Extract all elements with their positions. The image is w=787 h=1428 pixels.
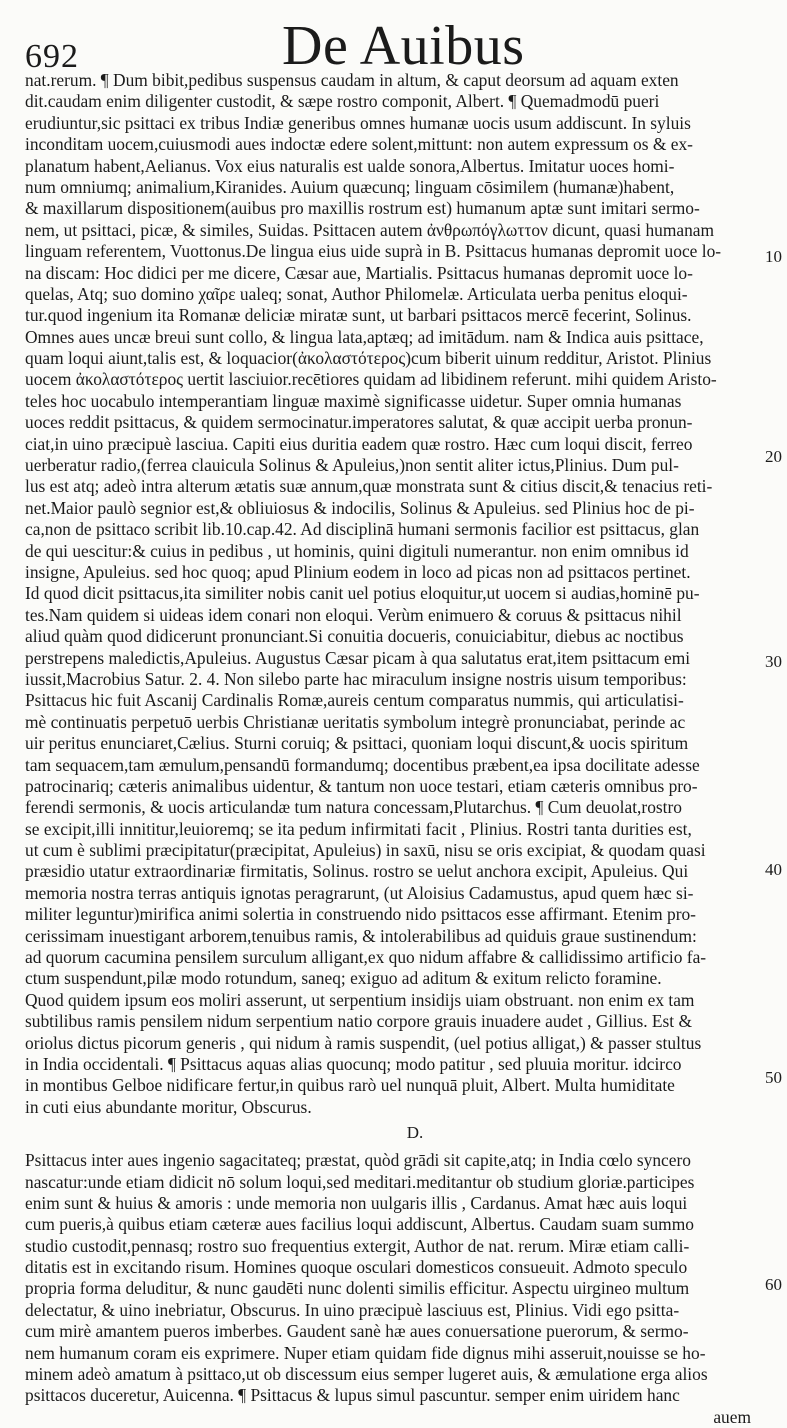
text-line: uir peritus enunciaret,Cælius. Sturni coruiq; & psittaci, quoniam loqui discunt,& uocis spiritum (25, 733, 689, 754)
page-number: 692 (25, 38, 79, 75)
text-line: auem (713, 1406, 751, 1427)
text-line: delectatur, & uino inebriatur, Obscurus. In uino præcipuè lasciuus est, Plinius. Vidi ego psitta- (25, 1299, 680, 1320)
section-letter: D. (406, 1123, 424, 1143)
text-line: uoces reddit psittacus, & quidem sermocinatur.imperatores salutat, & quæ accipit uerba pronun- (25, 412, 693, 433)
text-line: militer leguntur)mirifica animi solertia in construendo nido psittacos esse affirmant. Etenim pro- (25, 904, 696, 925)
text-line: oriolus dictus picorum generis , qui nidum à ramis suspendit, (uel potius alligat,) & passer stultus (25, 1032, 702, 1053)
text-line: propria forma deluditur, & nunc gaudēti nunc dolenti similis efficitur. Aspectu uirgineo multum (25, 1278, 690, 1299)
text-line: quam loqui aiunt,talis est, & loquacior(ἀκολαστότερος)cum biberit uinum redditur, Aristot. Plinius (25, 348, 712, 369)
text-line: ca,non de psittaco scribit lib.10.cap.42. Ad disciplinā humani sermonis facilior est psittacus, glan (25, 519, 700, 540)
text-line: linguam referentem, Vuottonus.De lingua eius uide suprà in B. Psittacus humanas depromit uoce lo- (25, 241, 722, 262)
text-line: uocem ἀκολαστότερος uertit lasciuior.recētiores quidam ad libidinem referunt. mihi quidem Aristo- (25, 369, 717, 390)
text-line: nem, ut psittaci, picæ, & similes, Suidas. Psittacen autem ἀνθρωπόγλωττον dicunt, quasi humanam (25, 219, 715, 240)
text-line: num omniumq; animalium,Kiranides. Auium quæcunq; linguam cōsimilem (humanæ)habent, (25, 176, 675, 197)
text-line: studio custodit,pennasq; rostro suo frequentius extergit, Author de nat. rerum. Miræ etiam calli- (25, 1235, 690, 1256)
text-line: enim sunt & huius & amoris : unde memoria non uulgaris illis , Cardanus. Amat hæc auis loqui (25, 1192, 688, 1213)
text-line: patrocinariq; cæteris animalibus uidentur, & tantum non uoce testari, etiam cæteris omnibus pro- (25, 775, 698, 796)
text-line: ditatis est in excitando risum. Homines quoque osculari domesticos consueuit. Admoto speculo (25, 1257, 688, 1278)
text-line: quelas, Atq; suo domino χαῖρε ualeq; sonat, Author Philomelæ. Articulata uerba penitus eloqui- (25, 283, 688, 304)
text-line: mè continuatis perpetuō uerbis Christianæ ueritatis symbolum integrè pronunciabat, perinde ac (25, 711, 686, 732)
text-line: ctum suspendunt,pilæ modo rotundum, saneq; exiguo ad aditum & exitum relicto foramine. (25, 968, 662, 989)
text-line: tes.Nam quidem si uideas idem conari non eloqui. Verùm enimuero & coruus & psittacus nihil (25, 604, 682, 625)
paragraph-2 (25, 1150, 765, 1428)
body-text (25, 70, 765, 1428)
text-line: in India occidentali. ¶ Psittacus aquas alias quocunq; modo patitur , sed pluuia moritur. idcirco (25, 1053, 682, 1074)
text-line: na discam: Hoc didici per me dicere, Cæsar aue, Martialis. Psittacus humanas depromit uoce lo- (25, 262, 693, 283)
text-line: lus est atq; adeò intra alterum ætatis suæ annum,quæ monstrata sunt & citius discit,& tenacius reti- (25, 476, 713, 497)
text-line: tur.quod ingenium ita Romanæ deliciæ miratæ sunt, ut barbari psittacos mercē fecerint, Solinus. (25, 305, 692, 326)
text-line: Omnes aues uncæ breui sunt collo, & lingua lata,aptæq; ad imitādum. nam & Indica auis psittace, (25, 326, 704, 347)
text-line: dit.caudam enim diligenter custodit, & sæpe rostro componit, Albert. ¶ Quemadmodū pueri (25, 91, 660, 112)
line-number-marker: 40 (765, 860, 782, 879)
text-line: Psittacus hic fuit Ascanij Cardinalis Romæ,aureis centum comparatus nummis, qui articulatisi- (25, 690, 684, 711)
line-number-marker: 60 (765, 1275, 782, 1294)
text-line: minem adeò amatum à psittaco,ut ob discessum eius semper lugeret auis, & æmulatione erga alios (25, 1364, 708, 1385)
text-line: cum mirè amantem pueros imberbes. Gaudent sanè hæ aues conuersatione puerorum, & sermo- (25, 1321, 689, 1342)
text-line: ad quorum cacumina pensilem surculum alligant,ex quo nidum affabre & callidissimo artificio fa- (25, 947, 707, 968)
text-line: in cuti eius abundante moritur, Obscurus. (25, 1096, 312, 1117)
text-line: Id quod dicit psittacus,ita similiter nobis canit uel potius eloquitur,ut uocem si audias,hominē pu- (25, 583, 700, 604)
line-number-marker: 30 (765, 652, 782, 671)
text-line: planatum habent,Aelianus. Vox eius naturalis est ualde sonora,Albertus. Imitatur uoces homi- (25, 155, 675, 176)
paragraph-1 (25, 70, 765, 1118)
text-line: subtilibus ramis pensilem nidum serpentium natio corpore grauis inuadere audet , Gillius. Est & (25, 1011, 693, 1032)
line-number-marker: 20 (765, 447, 782, 466)
text-line: iussit,Macrobius Satur. 2. 4. Non silebo parte hac miraculum insigne nostris uisum temporibus: (25, 668, 687, 689)
running-title: De Auibus (282, 15, 525, 77)
text-line: nat.rerum. ¶ Dum bibit,pedibus suspensus caudam in altum, & caput deorsum ad aquam exten (25, 70, 679, 90)
line-number-marker: 50 (765, 1068, 782, 1087)
text-line: præsidio utatur extraordinariæ firmitatis, Solinus. rostro se uelut anchora excipit, Apuleius. Qui (25, 861, 689, 882)
text-line: insigne, Apuleius. sed hoc quoq; apud Plinium eodem in loco ad picas non ad psittacos pertinet. (25, 561, 691, 582)
text-line: ut cum è sublimi præcipitatur(præcipitat, Apuleius) in saxū, nisu se oris excipiat, & quodam quasi (25, 840, 706, 861)
text-line: cum pueris,à quibus etiam cæteræ aues facilius loqui addiscunt, Albertus. Caudam suam summo (25, 1214, 694, 1235)
text-line: memoria nostra terras antiquis ignotas peragrarunt, (ut Aloisius Cadamustus, apud quem hæc si- (25, 882, 694, 903)
text-line: aliud quàm quod didicerunt pronunciant.Si conuitia docueris, conuiciabitur, diebus ac noctibus (25, 626, 684, 647)
text-line: net.Maior paulò segnior est,& obliuiosus & indocilis, Solinus & Apuleius. sed Plinius hoc de pi- (25, 497, 695, 518)
line-number-marker: 10 (765, 247, 782, 266)
text-line: & maxillarum dispositionem(auibus pro maxillis rostrum est) humanum aptæ sunt imitari sermo- (25, 198, 700, 219)
text-line: Quod quidem ipsum eos moliri asserunt, ut serpentium insidijs uiam obstruant. non enim ex tam (25, 989, 695, 1010)
text-line: in montibus Gelboe nidificare fertur,in quibus rarò uel nunquā pluit, Albert. Multa humiditate (25, 1075, 675, 1096)
text-line: nem humanum coram eis exprimere. Nuper etiam quidam fide dignus mihi asseruit,nouisse se ho- (25, 1342, 706, 1363)
text-line: psittacos duceretur, Auicenna. ¶ Psittacus & lupus simul pascuntur. semper enim uiridem hanc (25, 1385, 680, 1406)
text-line: se excipit,illi innititur,leuioremq; se ita pedum infirmitati facit , Plinius. Rostri tanta durities est, (25, 818, 692, 839)
text-line: inconditam uocem,cuiusmodi aues indoctæ edere solent,mittunt: non autem expressum os & ex- (25, 134, 693, 155)
text-line: uerberatur radio,(ferrea clauicula Solinus & Apuleius,)non sentit aliter ictus,Plinius. Dum pul- (25, 455, 679, 476)
text-line: perstrepens maledictis,Apuleius. Augustus Cæsar picam à qua salutatus erat,item psittacum emi (25, 647, 691, 668)
text-line: ciat,in uino præcipuè lasciua. Capiti eius duritia eadem quæ rostro. Hæc cum loqui discit, ferreo (25, 433, 693, 454)
text-line: ferendi sermonis, & uocis articulandæ tum natura concessam,Plutarchus. ¶ Cum deuolat,rostro (25, 797, 682, 818)
text-line: tam sequacem,tam æmulum,pensandū formandumq; docentibus præbent,ea ipsa docilitate adesse (25, 754, 700, 775)
text-line: cerissimam inuestigant arborem,tenuibus ramis, & intolerabilibus ad quiduis graue sustinendum: (25, 925, 697, 946)
text-line: teles hoc uocabulo intemperantiam linguæ maximè significasse uidetur. Super omnia humanas (25, 390, 682, 411)
text-line: de qui uescitur:& cuius in pedibus , ut hominis, quini digituli numerantur. non enim omnibus id (25, 540, 689, 561)
text-line: nascatur:unde etiam didicit nō solum loqui,sed meditari.meditantur ob studium gloriæ.participes (25, 1171, 695, 1192)
text-line: erudiuntur,sic psittaci ex tribus Indiæ generibus omnes humanæ uocis usum addiscunt. In syluis (25, 112, 691, 133)
text-line: Psittacus inter aues ingenio sagacitateq; præstat, quòd grādi sit capite,atq; in India cœlo syncero (25, 1150, 691, 1171)
